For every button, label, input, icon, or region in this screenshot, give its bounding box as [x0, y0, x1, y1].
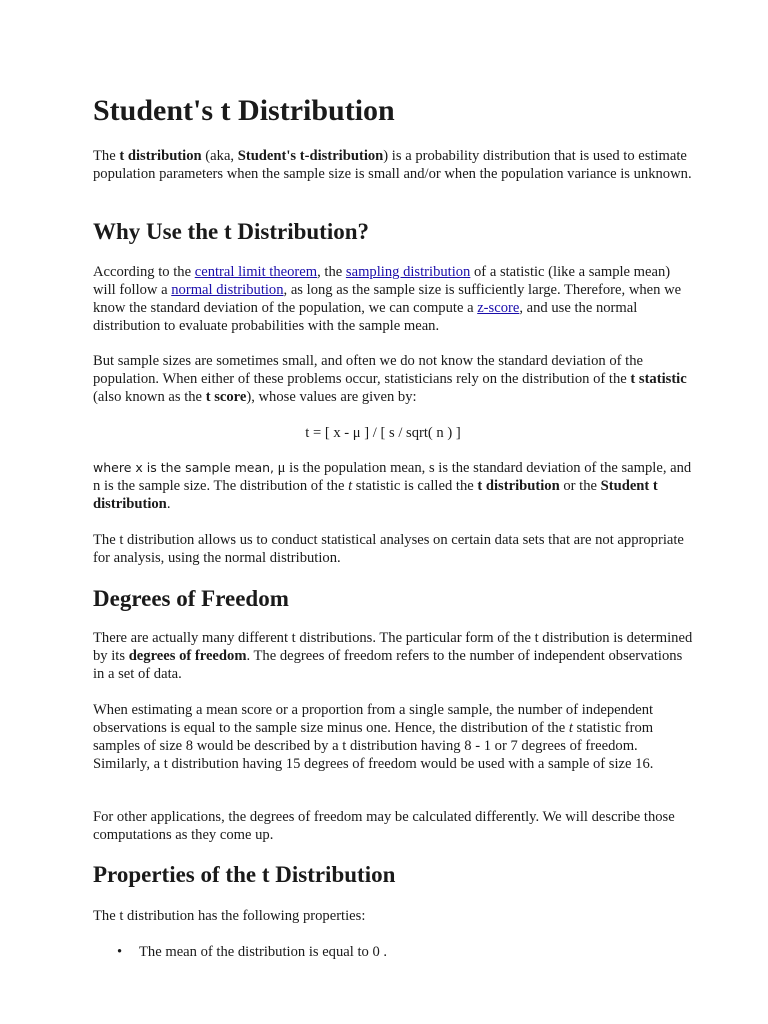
sampling-distribution-link[interactable]: sampling distribution — [345, 264, 471, 280]
bullet-icon: • — [117, 944, 123, 960]
section-heading-properties: Properties of the t Distribution — [93, 862, 396, 887]
why-paragraph-4: The t distribution allows us to conduct statistical analyses on certain data sets that are not appropriate for analysis, using the normal distribution. — [93, 532, 684, 566]
dof-paragraph-1: There are actually many different t distributions. The particular form of the t distribution is determined by its degrees of freedom. The degrees of freedom refers to the number of independent observations in a set of data. — [93, 630, 693, 682]
section-heading-degrees-of-freedom: Degrees of Freedom — [93, 586, 289, 611]
central-limit-theorem-link[interactable]: central limit theorem — [194, 264, 318, 280]
why-paragraph-1: According to the central limit theorem, the sampling distribution of a statistic (like a sample mean) will follow a normal distribution, as long as the sample size is sufficiently large. Therefore, when we know the standard deviation of the population, we can compute a z-score, and use the normal distribution to evaluate probabilities with the sample mean. — [93, 264, 682, 334]
z-score-link[interactable]: z-score — [477, 300, 520, 316]
why-paragraph-2: But sample sizes are sometimes small, and often we do not know the standard deviation of the population. When either of these problems occur, statisticians rely on the distribution of the t statistic (also known as the t score), whose values are given by: — [93, 353, 687, 405]
section-heading-why: Why Use the t Distribution? — [93, 219, 370, 244]
intro-paragraph: The t distribution (aka, Student's t-distribution) is a probability distribution that is used to estimate population parameters when the sample size is small and/or when the population variance is unknown. — [93, 148, 692, 182]
page-title: Student's t Distribution — [93, 94, 395, 127]
why-paragraph-3: where x is the sample mean, μ is the population mean, s is the standard deviation of the sample, and n is the sample size. The distribution of the t statistic is called the t distribution or the Student t distribution. — [93, 460, 692, 512]
list-item: • The mean of the distribution is equal to 0 . — [117, 944, 388, 960]
properties-intro: The t distribution has the following properties: — [93, 908, 366, 924]
t-statistic-formula: t = [ x - μ ] / [ s / sqrt( n ) ] — [305, 425, 461, 441]
dof-paragraph-3: For other applications, the degrees of freedom may be calculated differently. We will describe those computations as they come up. — [93, 809, 675, 843]
properties-list — [93, 943, 693, 961]
dof-paragraph-2: When estimating a mean score or a proportion from a single sample, the number of independent observations is equal to the sample size minus one. Hence, the distribution of the t statistic from samples of size 8 would be described by a t distribution having 8 - 1 or 7 degrees of freedom. Similarly, a t distribution having 15 degrees of freedom would be used with a sample of size 16. — [93, 702, 654, 772]
normal-distribution-link[interactable]: normal distribution — [171, 282, 284, 298]
